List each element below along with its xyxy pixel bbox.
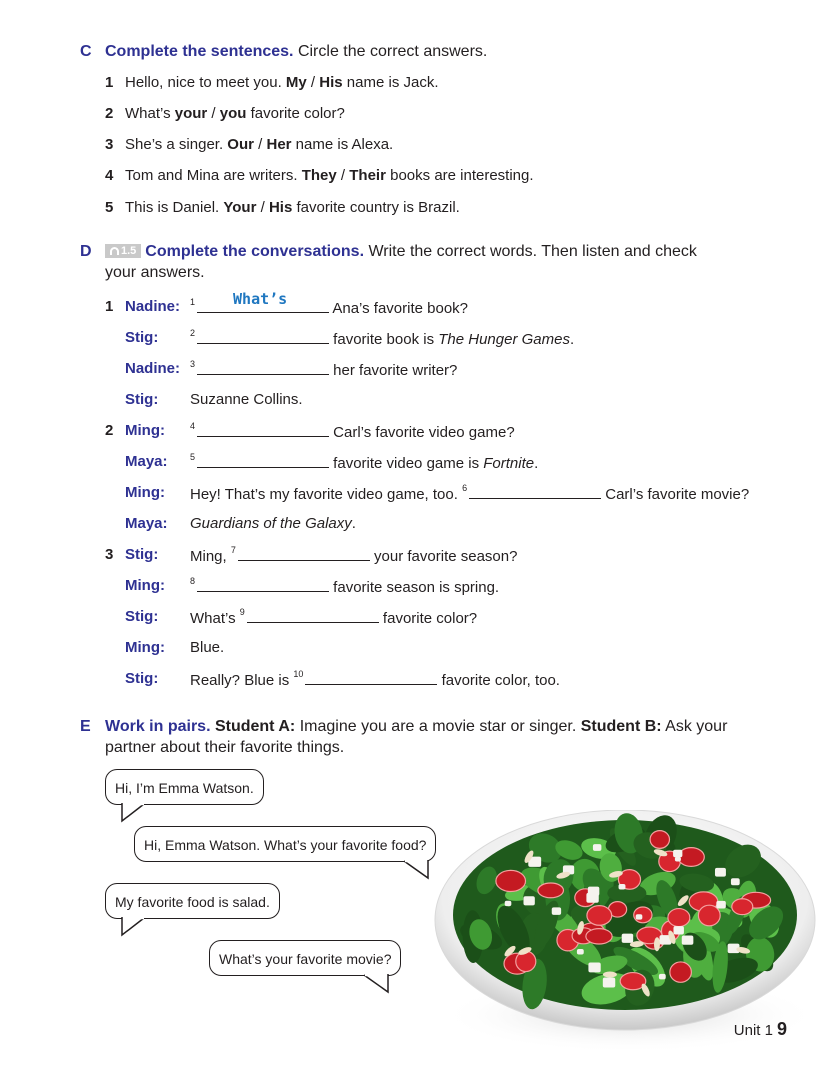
blank-number: 2 xyxy=(190,328,196,338)
dialogue-line xyxy=(190,670,560,689)
handwritten-answer: What’s xyxy=(233,290,288,308)
dialogue-text: . xyxy=(534,455,539,472)
speaker-name: Stig: xyxy=(125,329,159,346)
feta-cheese xyxy=(505,901,512,906)
strawberry-slice xyxy=(698,905,720,926)
feta-cheese xyxy=(673,850,682,857)
answer-blank[interactable] xyxy=(238,546,370,561)
feta-cheese xyxy=(593,844,601,851)
answer-blank[interactable] xyxy=(197,422,329,437)
blank-number: 6 xyxy=(462,483,468,493)
feta-cheese xyxy=(577,949,584,954)
feta-cheese xyxy=(675,857,681,862)
feta-cheese xyxy=(716,901,726,909)
feta-cheese xyxy=(619,884,626,890)
dialogue-line xyxy=(190,360,457,379)
dialogue-text: . xyxy=(569,331,575,348)
blank-number: 1 xyxy=(190,297,196,307)
sentence-text: This is Daniel. xyxy=(125,199,224,216)
section-c-instruction: Circle the correct answers. xyxy=(293,43,488,60)
option-b[interactable]: Her xyxy=(266,136,292,153)
speech-bubble: Hi, I’m Emma Watson. xyxy=(105,769,264,805)
sentence-line xyxy=(125,167,534,184)
speaker-name: Maya: xyxy=(125,453,168,470)
speech-bubble: Hi, Emma Watson. What’s your favorite food? xyxy=(134,826,436,862)
dialogue-text: . xyxy=(351,515,356,532)
section-letter-e: E xyxy=(80,718,91,735)
dialogue-text: What’s xyxy=(190,610,240,627)
speaker-name: Stig: xyxy=(125,608,159,625)
speech-bubble: What’s your favorite movie? xyxy=(209,940,401,976)
item-number: 5 xyxy=(105,199,114,216)
section-c-heading: Complete the sentences. xyxy=(105,43,294,60)
option-a[interactable]: Our xyxy=(227,136,254,153)
sentence-line xyxy=(125,105,345,122)
option-separator: / xyxy=(256,199,269,216)
almond-slice xyxy=(603,971,617,977)
conversation-number: 2 xyxy=(105,422,114,439)
student-a-label: Student A: xyxy=(210,718,296,735)
option-separator: / xyxy=(306,74,320,91)
dialogue-text: Blue. xyxy=(190,639,225,656)
sentence-text: She’s a singer. xyxy=(125,136,228,153)
dialogue-text: Ming, xyxy=(190,548,231,565)
strawberry-slice xyxy=(587,906,612,926)
audio-track-badge[interactable] xyxy=(105,244,141,258)
sentence-text: Tom and Mina are writers. xyxy=(125,167,302,184)
answer-blank[interactable] xyxy=(197,360,329,375)
dialogue-text: favorite video game is xyxy=(329,455,484,472)
sentence-text: What’s xyxy=(125,105,175,122)
sentence-text: books are interesting. xyxy=(385,167,534,184)
dialogue-line xyxy=(190,391,303,408)
option-b[interactable]: His xyxy=(268,199,293,216)
dialogue-text: her favorite writer? xyxy=(329,362,458,379)
dialogue-text: Carl’s favorite video game? xyxy=(329,424,515,441)
option-a[interactable]: Your xyxy=(223,199,257,216)
audio-track-number: 1.5 xyxy=(121,245,137,257)
speech-bubble-tail xyxy=(120,917,150,937)
feta-cheese xyxy=(731,878,740,885)
dialogue-italic: Fortnite xyxy=(483,455,535,472)
option-b[interactable]: Their xyxy=(349,167,386,184)
speaker-name: Stig: xyxy=(125,391,159,408)
answer-blank[interactable] xyxy=(469,484,601,499)
answer-blank[interactable] xyxy=(197,577,329,592)
section-d-heading: Complete the conversations. xyxy=(145,243,365,260)
sentence-line xyxy=(125,136,393,153)
feta-cheese xyxy=(588,962,600,972)
unit-label: Unit 1 xyxy=(733,1022,773,1039)
section-e-heading: Work in pairs. xyxy=(105,718,211,735)
option-b[interactable]: His xyxy=(319,74,343,91)
option-separator: / xyxy=(207,105,220,122)
dialogue-text: favorite season is spring. xyxy=(329,579,500,596)
dialogue-line xyxy=(190,577,499,596)
student-b-text: Ask your xyxy=(661,718,728,735)
speaker-name: Nadine: xyxy=(125,298,181,315)
answer-blank[interactable] xyxy=(197,290,329,313)
item-number: 1 xyxy=(105,74,114,91)
student-b-label: Student B: xyxy=(580,718,662,735)
page-footer xyxy=(734,1019,787,1040)
option-a[interactable]: your xyxy=(174,105,208,122)
blank-number: 4 xyxy=(190,421,196,431)
section-d-instruction-line2: your answers. xyxy=(105,264,205,281)
item-number: 3 xyxy=(105,136,114,153)
option-separator: / xyxy=(253,136,267,153)
blank-number: 8 xyxy=(190,576,196,586)
speaker-name: Stig: xyxy=(125,546,159,563)
feta-cheese xyxy=(523,896,534,905)
dialogue-line xyxy=(190,422,515,441)
dialogue-text: Carl’s favorite movie? xyxy=(601,486,750,503)
dialogue-text: favorite color, too. xyxy=(437,672,560,689)
sentence-text: Hello, nice to meet you. xyxy=(125,74,286,91)
section-e-heading-line xyxy=(105,718,727,736)
dialogue-line xyxy=(190,608,477,627)
speaker-name: Maya: xyxy=(125,515,168,532)
strawberry-slice xyxy=(586,929,612,944)
strawberry-slice xyxy=(538,883,564,898)
section-letter-c: C xyxy=(80,43,92,60)
headphones-icon xyxy=(110,247,119,255)
dialogue-text: your favorite season? xyxy=(369,548,518,565)
option-separator: / xyxy=(336,167,350,184)
dialogue-line xyxy=(190,515,356,532)
speaker-name: Nadine: xyxy=(125,360,181,377)
dialogue-text: favorite book is xyxy=(329,331,439,348)
sentence-text: name is Alexa. xyxy=(291,136,394,153)
dialogue-text: Suzanne Collins. xyxy=(190,391,303,408)
feta-cheese xyxy=(659,974,666,979)
strawberry-slice xyxy=(732,899,753,915)
strawberry-slice xyxy=(516,951,536,971)
speaker-name: Ming: xyxy=(125,639,165,656)
dialogue-text: Really? Blue is xyxy=(190,672,294,689)
strawberry-slice xyxy=(678,848,704,867)
strawberry-slice xyxy=(668,909,690,927)
blank-number: 7 xyxy=(230,545,236,555)
conversation-number: 1 xyxy=(105,298,114,315)
item-number: 4 xyxy=(105,167,114,184)
feta-cheese xyxy=(682,936,694,945)
answer-blank[interactable] xyxy=(197,453,329,468)
sentence-text: name is Jack. xyxy=(342,74,439,91)
sentence-line xyxy=(125,74,439,91)
item-number: 2 xyxy=(105,105,114,122)
sentence-text: favorite color? xyxy=(246,105,345,122)
answer-blank[interactable] xyxy=(247,608,379,623)
feta-cheese xyxy=(588,887,600,896)
option-a[interactable]: They xyxy=(301,167,337,184)
section-e-line2: partner about their favorite things. xyxy=(105,739,345,756)
feta-cheese xyxy=(552,907,561,915)
blank-number: 10 xyxy=(293,669,304,679)
student-a-text: Imagine you are a movie star or singer. xyxy=(295,718,581,735)
blank-number: 3 xyxy=(190,359,196,369)
dialogue-text: Ana’s favorite book? xyxy=(329,300,468,317)
answer-blank[interactable] xyxy=(305,670,437,685)
section-letter-d: D xyxy=(80,243,92,260)
dialogue-line xyxy=(190,453,538,472)
option-b[interactable]: you xyxy=(219,105,247,122)
strawberry-slice xyxy=(670,962,692,982)
dialogue-italic: Guardians of the Galaxy xyxy=(190,515,352,532)
section-d-heading-line xyxy=(101,243,697,261)
strawberry-slice xyxy=(496,870,526,891)
feta-cheese xyxy=(603,978,615,988)
feta-cheese xyxy=(622,934,634,943)
sentence-text: favorite country is Brazil. xyxy=(292,199,460,216)
answer-blank[interactable] xyxy=(197,329,329,344)
strawberry-slice xyxy=(650,831,669,849)
page-number: 9 xyxy=(776,1019,787,1039)
feta-cheese xyxy=(715,868,726,877)
speech-bubble-tail xyxy=(360,974,390,994)
dialogue-line xyxy=(190,484,749,503)
dialogue-line xyxy=(190,290,468,317)
blank-number: 9 xyxy=(239,607,245,617)
conversation-number: 3 xyxy=(105,546,114,563)
dialogue-line xyxy=(190,639,224,656)
section-c-heading-line xyxy=(105,43,487,61)
feta-cheese xyxy=(673,926,683,934)
blank-number: 5 xyxy=(190,452,196,462)
dialogue-text: Hey! That’s my favorite video game, too. xyxy=(190,486,463,503)
speech-bubble-tail xyxy=(120,803,150,823)
speaker-name: Ming: xyxy=(125,577,165,594)
dialogue-line xyxy=(190,546,517,565)
sentence-line xyxy=(125,199,460,216)
dialogue-line xyxy=(190,329,574,348)
speaker-name: Ming: xyxy=(125,422,165,439)
dialogue-text: favorite color? xyxy=(378,610,478,627)
section-d-instruction: Write the correct words. Then listen and check xyxy=(364,243,697,260)
speech-bubble-tail xyxy=(400,860,430,880)
speech-bubble: My favorite food is salad. xyxy=(105,883,280,919)
feta-cheese xyxy=(636,914,643,919)
option-a[interactable]: My xyxy=(285,74,307,91)
speaker-name: Ming: xyxy=(125,484,165,501)
dialogue-italic: The Hunger Games xyxy=(438,331,570,348)
speaker-name: Stig: xyxy=(125,670,159,687)
